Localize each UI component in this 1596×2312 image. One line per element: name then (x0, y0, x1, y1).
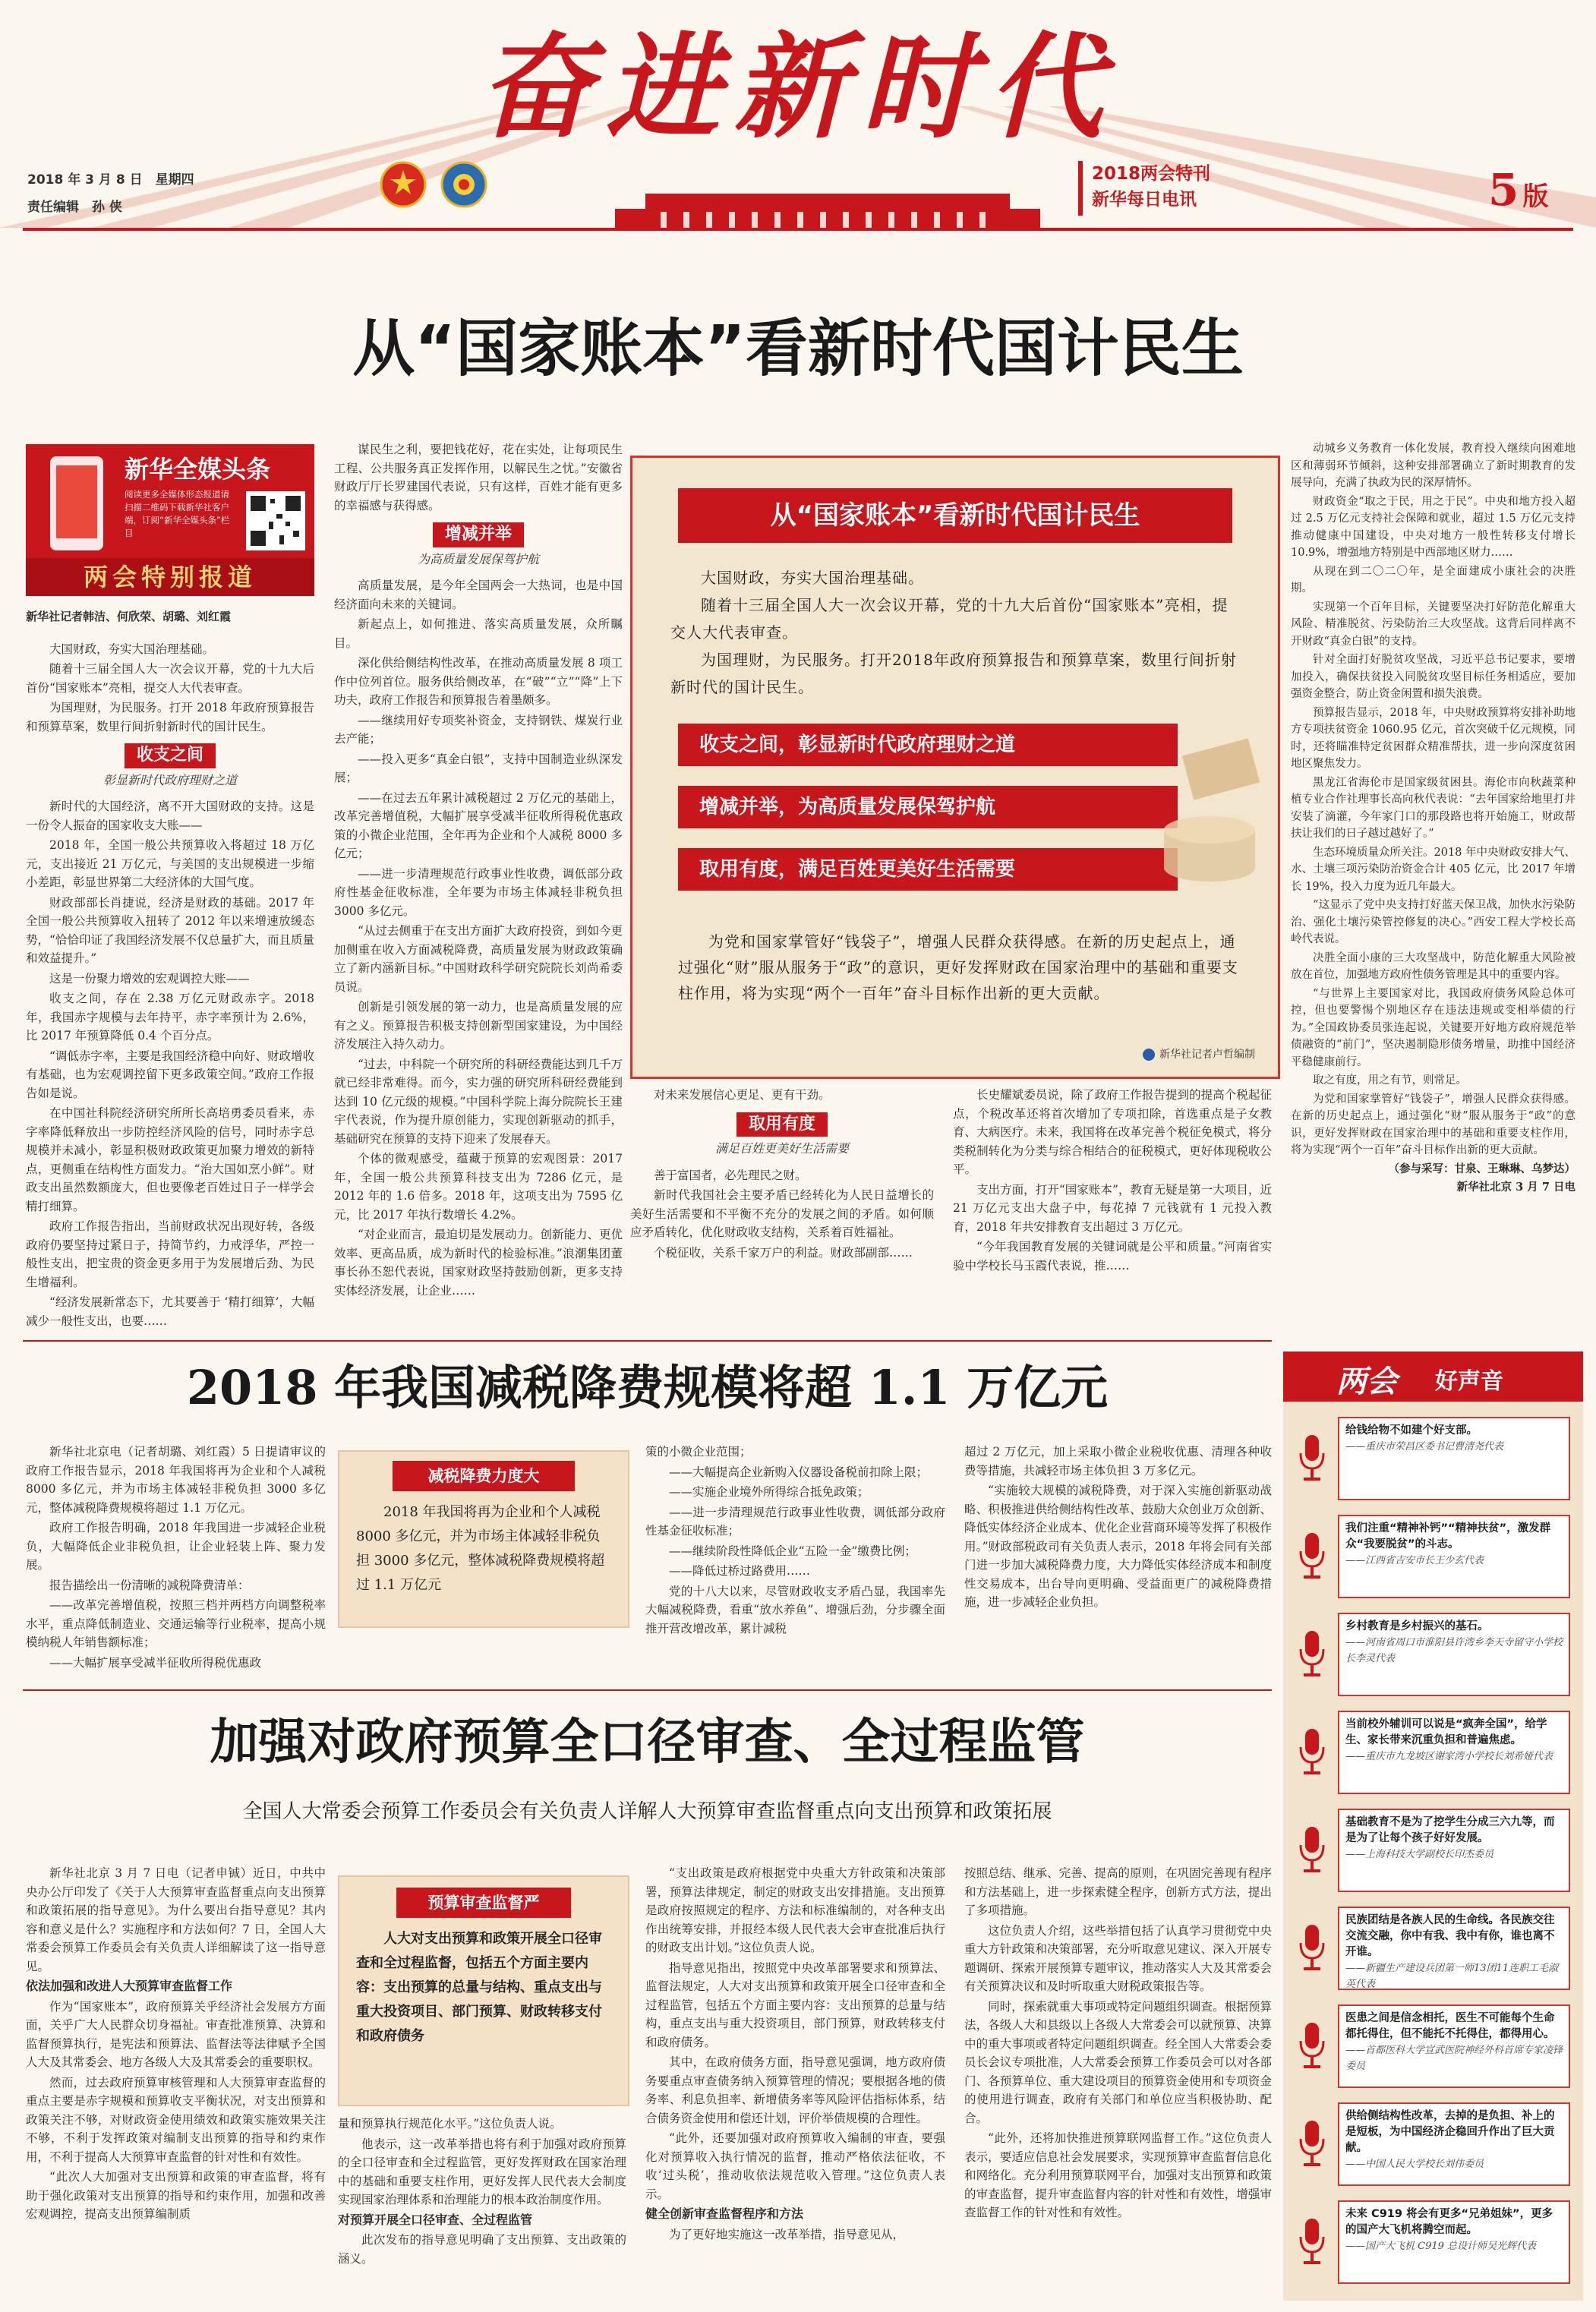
col5-para-12: 取之有度，用之有节，则常足。 (1313, 1074, 1467, 1087)
section2-label: 为高质量发展保驾护航 (417, 551, 539, 566)
col4-para-3: “今年我国教育发展的关键词就是公平和质量。”河南省实验中学校长马玉霞代表说，推…… (953, 1240, 1272, 1273)
voice-quote: 基础教育不是为了挖学生分成三六九等，而是为了让每个孩子好好发展。 (1345, 1816, 1555, 1844)
voice-item (1291, 1902, 1575, 1996)
section1-para-3: 财政部部长肖捷说，经济是财政的基础。2017 年全国一般公共预算收入扭转了 2012 年以来增速放缓态势，“恰恰印证了我国经济发展不仅总量扩大，而且质量和效益提升。” (26, 895, 314, 965)
voice-item (1291, 1608, 1575, 1702)
section-divider-2 (23, 1689, 1272, 1691)
section1-para-5: 收支之间，存在 2.38 万亿元财政赤字。2018 年，我国赤字规模与去年持平，赤字率预计为 2.6%，比 2017 年预算降低 0.4 个百分点。 (26, 992, 314, 1042)
voice-source: ——首都医科大学宣武医院神经外科首席专家凌锋委员 (1345, 2045, 1563, 2072)
article3-column-4 (964, 1864, 1272, 2224)
article2-col3-para-4: ——进一步清理规范行政事业性收费，调低部分政府性基金征收标准； (645, 1505, 945, 1538)
header-band (0, 0, 1596, 228)
voice-item (1291, 2098, 1575, 2192)
microphone-icon (1297, 2217, 1327, 2270)
article1-lead-2: 随着十三届全国人大一次会议开幕，党的十九大后首份“国家账本”亮相，提交人大代表审查。 (26, 662, 314, 695)
article3-col1-more-1: 作为“国家账本”，政府预算关乎经济社会发展方方面面，关乎广大人民群众切身福祉。审查批准预算、决算和监督预算执行，是宪法和预算法、监督法等法律赋予全国人大及其常委会、地方各级人大及其常委会的重要职权。 (26, 1999, 326, 2069)
article1-lead-1: 大国财政，夯实大国治理基础。 (49, 642, 215, 656)
feature-box (630, 456, 1280, 1079)
section3-para-1: 善于富国者，必先理民之财。 (654, 1168, 807, 1182)
section1-para-4: 这是一份聚力增效的宏观调控大账—— (49, 971, 250, 986)
masthead-title: 奋进新时代 (478, 21, 1116, 154)
voice-quote: 医患之间是信念相托，医生不可能每个生命都托得住，但不能托不托得住，都得用心。 (1345, 2012, 1555, 2040)
voice-source: ——中国人民大学校长刘伟委员 (1345, 2159, 1484, 2170)
section2-para-6: ——在过去五年累计减税超过 2 万亿元的基础上，改革完善增值税，大幅扩展享受减半征收所得税优惠政策的小微企业范围，全年再为企业和个人减税 8000 多亿元； (334, 790, 623, 860)
article2-para-4: ——改革完善增值税，按照三档并两档方向调整税率水平，重点降低制造业、交通运输等行业税率，提高小规模纳税人年销售额标准； (26, 1598, 326, 1649)
article3-sub2: 对预算开展全口径审查、全过程监管 (338, 2212, 533, 2227)
col5-para-5: 针对全面打好脱贫攻坚战，习近平总书记要求，要增加投入，确保扶贫投入同脱贫攻坚目标任务相适应，要加强资金整合，防止资金闲置和损失浪费。 (1291, 654, 1575, 700)
voice-quote: 给钱给物不如建个好支部。 (1345, 1424, 1478, 1437)
voice-quote-box (1338, 1907, 1570, 1990)
col5-contributors: （参与采写：甘泉、王琳琳、乌梦达） (1388, 1162, 1575, 1175)
microphone-icon (1297, 1727, 1327, 1781)
page-number-digit: 5 (1488, 164, 1519, 216)
article2-para-5: ——大幅扩展享受减半征收所得税优惠政 (49, 1655, 262, 1670)
article3-sub1: 依法加强和改进人大预算审查监督工作 (26, 1979, 233, 1993)
voice-item (1291, 2000, 1575, 2094)
voice-item (1291, 1412, 1575, 1506)
voice-item (1291, 1804, 1575, 1898)
article3-col4-para-2: 这位负责人介绍，这些举措包括了认真学习贯彻党中央重大方针政策和决策部署，充分听取意见建议、深入开展专题调研、探索开展预算专题审议，推动落实人大及其常委会有关预算决议和及时听取重大财税政策报告等。 (964, 1923, 1272, 1993)
microphone-icon (1297, 1531, 1327, 1585)
article3-sub3: 健全创新审查监督程序和方法 (645, 2206, 804, 2221)
col5-para-9: “这显示了党中央支持打好蓝天保卫战，加快水污染防治、强化土壤污染管控修复的决心。”西安工程大学校长高岭代表说。 (1291, 899, 1575, 945)
feature-box-credit (1143, 1046, 1255, 1061)
col4-para-1: 长史耀斌委员说，除了政府工作报告提到的提高个税起征点，个税改革还将首次增加了专项扣除，首选重点是子女教育、大病医疗。未来，我国将在改革完善个税征免模式，将分类税制转化为分类与综合相结合的征税模式，更好体现税收公平。 (953, 1088, 1272, 1176)
section2-para-7: ——进一步清理规范行政事业性收费，调低部分政府性基金征收标准，全年要为市场主体减轻非税负担 3000 多亿元。 (334, 866, 623, 918)
article3-subheadline: 全国人大常委会预算工作委员会有关负责人详解人大预算审查监督重点向支出预算和政策拓展 (242, 1800, 1052, 1823)
section1-para-8: 政府工作报告指出，当前财政状况出现好转，各级政府仍要坚持过紧日子，持简节约，力戒浮华，严控一般性支出，把宝贵的资金更多用于为发展增后劲、为民生增福利。 (26, 1219, 314, 1289)
microphone-icon (1297, 1923, 1327, 1976)
section1-para-1: 新时代的大国经济，离不开大国财政的支持。这是一份令人振奋的国家收支大账—— (26, 800, 314, 832)
voice-source: ——河南省周口市淮阳县许湾乡李天寺留守小学校长李灵代表 (1345, 1637, 1563, 1664)
article2-para-3: 报告描绘出一份清晰的减税降费清单： (49, 1578, 250, 1592)
voice-quote-box (1338, 2004, 1570, 2088)
col5-para-2: 财政资金“取之于民，用之于民”。中央和地方投入超过 2.5 万亿元支持社会保障和就业，超过 1.5 万亿元支持推动健康中国建设，中央对地方一般性转移支付增长 10.9%，增强地方特别是中西部地区财力…… (1291, 495, 1575, 559)
voice-quote-box (1338, 1809, 1570, 1892)
main-headline: 从“国家账本”看新时代国计民生 (352, 313, 1244, 385)
voice-quote: 乡村教育是乡村振兴的基石。 (1345, 1620, 1489, 1632)
col5-para-10: 决胜全面小康的三大攻坚战中，防范化解重大风险被放在首位，加强地方政府性债务管理是其中的重要内容。 (1291, 951, 1575, 981)
article2-headline: 2018 年我国减税降费规模将超 1.1 万亿元 (186, 1360, 1109, 1415)
feature-box-intro (670, 564, 1240, 701)
col5-para-11: “与世界上主要国家对比，我国政府债务风险总体可控，但也要警惕个别地区存在违法违规或变相举债的行为。”全国政协委员张连起说，关键要开好地方政府规范举债融资的“前门”，坚决遏制隐形债务增量，助推中国经济平稳健康前行。 (1291, 987, 1575, 1068)
voice-quote: 民族团结是各族人民的生命线。各民族交往交流交融，你中有我、我中有你，谁也离不开谁。 (1345, 1914, 1555, 1958)
article2-quote-tag: 减税降费力度大 (393, 1461, 575, 1491)
page-number (1488, 164, 1548, 216)
feature-intro-2: 随着十三届全国人大一次会议开幕，党的十九大后首份“国家账本”亮相，提交人大代表审查。 (670, 596, 1229, 642)
voice-source: ——重庆市九龙坡区谢家湾小学校长刘希娅代表 (1345, 1751, 1553, 1762)
microphone-icon (1297, 2119, 1327, 2172)
col5-para-1: 动城乡义务教育一体化发展，教育投入继续向困难地区和薄弱环节倾斜，这种安排部署确立了新时期教育的发展导向，充满了执政为民的深厚情怀。 (1291, 443, 1575, 489)
article1-column-1 (26, 607, 314, 1332)
col5-para-7: 黑龙江省海伦市是国家级贫困县。海伦市向秋蔬菜种植专业合作社理事长高向秋代表说：“去年国家给地里打井安装了滴灌，今年家门口的那段路也将开始施工，财政帮扶让我们的日子越过越好了。” (1291, 776, 1575, 840)
article3-col4-para-3: 同时，探索就重大事项或特定问题组织调查。根据预算法，各级人大和县级以上各级人大常委会可以就预算、决算中的重大事项或者特定问题组织调查。经全国人大常委会委员长会议专项批准，人大常委会预算工作委员会可以对各部门、各预算单位、重大建设项目的预算资金使用和专项资金的使用进行调查，政府有关部门和单位应当积极协助、配合。 (964, 1999, 1272, 2125)
feature-bar-2: 增减并举，为高质量发展保驾护航 (678, 786, 1178, 828)
article2-col3-para-5: ——继续阶段性降低企业“五险一金”缴费比例； (669, 1544, 916, 1558)
feature-bar-3: 取用有度，满足百姓更美好生活需要 (678, 848, 1178, 891)
article1-column-3 (630, 1086, 934, 1263)
article2-quote-box (338, 1450, 629, 1628)
col5-para-8: 生态环境质量众所关注。2018 年中央财政安排大气、水、土壤三项污染防治资金合计 405 亿元，比 2017 年增长 19%，投入力度为近几年最大。 (1291, 846, 1576, 893)
section3-tag: 取用有度 (736, 1112, 828, 1137)
feature-bar-1: 收支之间，彰显新时代政府理财之道 (678, 724, 1178, 766)
col5-para-6: 预算报告显示，2018 年，中央财政预算将安排补助地方专项扶贫资金 1060.95 亿元，首次突破千亿元规模，同时，还将瞄准特定贫困群众精准帮扶，进一步向深度贫困地区聚焦发力。 (1291, 706, 1576, 770)
article1-column-4 (953, 1086, 1272, 1276)
special-edition-line2: 新华每日电讯 (1092, 190, 1197, 210)
microphone-icon (1297, 1434, 1327, 1487)
section2-para-12: “对企业而言，最迫切是发展动力。创新能力、更优效率、更高品质，成为新时代的检验标准。”浪潮集团董事长孙丕恕代表说，国家财政坚持鼓励创新，更多支持实体经济发展，让企业…… (334, 1228, 623, 1298)
article3-col1-more-2: 然而，过去政府预算审核管理和人大预算审查监督的重点主要是赤字规模和预算收支平衡状况，对支出预算和政策关注不够，对财政资金使用绩效和政策实施效果关注不够，不利于发挥政策对编制支出预算的指导和约束作用，不利于提高人大预算审查监督的针对性和有效性。 (26, 2075, 326, 2164)
voices-banner-left: 两会 (1336, 1364, 1397, 1399)
article3-col4-para-1: 按照总结、继承、完善、提高的原则，在巩固完善现有程序和方法基础上，进一步探索健全程序，创新方式方法，提出了多项措施。 (964, 1866, 1272, 1917)
section2-para-9: 创新是引领发展的第一动力，也是高质量发展的应有之义。预算报告积极支持创新型国家建设，为中国经济发展注入持久动力。 (334, 1000, 623, 1051)
section2-para-8: “从过去侧重于在支出方面扩大政府投资，到如今更加侧重在收入方面减税降费，高质量发展为财政政策确立了新内涵新目标。”中国财政科学研究院院长刘尚希委员说。 (334, 924, 623, 994)
article1-column-5 (1291, 440, 1575, 1198)
phone-screen-icon (35, 455, 115, 554)
section1-label: 彰显新时代政府理财之道 (103, 772, 237, 787)
col5-dateline: 新华社北京 3 月 7 日电 (1456, 1181, 1575, 1194)
promo-box (26, 444, 314, 596)
article2-quote-text: 2018 年我国将再为企业和个人减税 8000 多亿元，并为市场主体减轻非税负担 3000 多亿元，整体减税降费规模将超过 1.1 万亿元 (356, 1504, 605, 1593)
voice-source: ——上海科技大学副校长印杰委员 (1345, 1849, 1494, 1860)
section1-tag: 收支之间 (125, 743, 216, 768)
voice-quote: 供给侧结构性改革，去掉的是负担、补上的是短板，为中国经济企稳回升作出了巨大贡献。 (1345, 2110, 1555, 2154)
national-emblem-icon (380, 161, 427, 208)
section2-para-11: 个体的微观感受，蕴藏于预算的宏观图景：2017 年，全国一般公共预算科技支出为 7286 亿元，是 2012 年的 1.6 倍多。2018 年，这项支出为 7595 亿元，比 2017 年执行数增长 4.2%。 (334, 1152, 623, 1222)
voice-quote-box (1338, 1711, 1570, 1794)
article3-column-2 (338, 2115, 626, 2269)
article2-col4-para-2: “实施较大规模的减税降费，对于深入实施创新驱动战略、积极推进供给侧结构性改革、鼓励大众创业万众创新、降低实体经济企业成本、优化企业营商环境等发挥了积极作用。”财政部税政司有关负责人表示，2018 年将会同有关部门进一步加大减税降费力度，大力降低实体经济成本和制度性交易成本，出台导向更明确、受益面更广的减税降费措施，进一步减轻企业负担。 (964, 1484, 1272, 1609)
article1-lead-3: 为国理财，为民服务。打开 2018 年政府预算报告和预算草案，数里行间折射新时代的国计民生。 (26, 701, 314, 733)
article3-col3-more-1: 为了更好地实施这一改革举措，指导意见从， (669, 2227, 905, 2241)
article2-column-1 (26, 1443, 326, 1673)
voice-quote-box (1338, 1613, 1570, 1696)
section3-header (630, 1112, 934, 1137)
col5-para-3: 从现在到二〇二〇年，是全面建成小康社会的决胜期。 (1291, 565, 1575, 595)
special-edition-line1: 2018两会特刊 (1092, 164, 1211, 184)
voice-quote: 未来 C919 将会有更多“兄弟姐妹”，更多的国产大飞机将腾空而起。 (1345, 2208, 1553, 2236)
col5-para-4: 实现第一个百年目标，关键要坚决打好防范化解重大风险、精准脱贫、污染防治三大攻坚战。这背后同样离不开财政“真金白银”的支持。 (1291, 601, 1575, 648)
section-divider-1 (23, 1340, 1272, 1342)
article2-col3-para-6: ——降低过桥过路费用…… (669, 1564, 811, 1578)
header-rule (23, 228, 1573, 231)
voice-quote-box (1338, 1417, 1570, 1500)
article2-col4-para-1: 超过 2 万亿元，加上采取小微企业税收优惠、清理各种收费等措施，共减轻市场主体负担 3 万多亿元。 (964, 1445, 1272, 1478)
section2-header (334, 522, 623, 547)
article3-col3-para-3: 其中，在政府债务方面，指导意见强调，地方政府债务要重点审查债务纳入预算管理的情况；要根据各地的债务率、利息负担率、新增债务率等风险评估指标体系，结合债务资金使用和偿还计划，评价举债规模的合理性。 (645, 2055, 945, 2125)
article2-col3-para-3: ——实施企业境外所得综合抵免政策； (669, 1485, 869, 1499)
section3-label: 满足百姓更美好生活需要 (714, 1141, 849, 1156)
article3-col2-more-1: 此次发布的指导意见明确了支出预算、支出政策的涵义。 (338, 2233, 626, 2266)
article3-quote-box (338, 1875, 629, 2106)
promo-text: 阅读更多全媒体形态报道请扫描二维码下载新华社客户端，订阅“新华全媒头条”栏目 (125, 489, 230, 538)
voice-quote: 当前校外辅训可以说是“疯奔全国”，给学生、家长带来沉重负担和普遍焦虑。 (1345, 1718, 1547, 1746)
section2-para-3: 深化供给侧结构性改革，在推动高质量发展 8 项工作中位列首位。服务供给侧改革，在“破”“立”“降”上下功夫，政府工作报告和预算报告着墨颇多。 (334, 656, 623, 707)
voice-quote-box (1338, 1515, 1570, 1598)
feature-intro-3: 为国理财，为民服务。打开2018年政府预算报告和预算草案，数里行间折射新时代的国计民生。 (670, 651, 1237, 696)
article2-para-2: 政府工作报告明确，2018 年我国进一步减轻企业税负，大幅降低企业非税负担，让企业轻装上阵、聚力发展。 (26, 1521, 326, 1572)
voice-source: ——重庆市荣昌区委书记曹清尧代表 (1345, 1441, 1504, 1452)
col4-para-2: 支出方面，打开“国家账本”，教育无疑是第一大项目，近 21 万亿元支出大盘子中，每花掉 7 元钱就有 1 元投入教育，2018 年共安排教育支出超过 3 万亿元。 (953, 1182, 1272, 1234)
camera-icon (1143, 1049, 1155, 1061)
voice-item (1291, 2196, 1575, 2290)
section3-para-3: 个税征收，关系千家万户的利益。财政部副部…… (654, 1245, 913, 1260)
col3-tail: 对未来发展信心更足、更有干劲。 (654, 1088, 831, 1102)
article2-col3-para-1: 策的小微企业范围； (645, 1445, 752, 1459)
voice-source: ——江西省吉安市长王少玄代表 (1345, 1555, 1484, 1566)
section1-para-9: “经济发展新常态下，尤其要善于 ‘精打细算’，大幅减少一般性支出，也要…… (26, 1295, 314, 1328)
article2-col3-para-2: ——大幅提高企业新购入仪器设备税前扣除上限； (669, 1465, 929, 1479)
section2-para-10: “过去，中科院一个研究所的科研经费能达到几千万就已经非常难得。而今，实力强的研究所科研经费能到达到 10 亿元级的规模。”中国科学院上海分院院长王建宇代表说，作为提升原创能力，实现创新驱动的抓手，基础研究在预算的支持下迎来了发展春天。 (334, 1057, 623, 1146)
article1-column-2 (334, 440, 623, 1301)
voice-item (1291, 1510, 1575, 1604)
section1-para-2: 2018 年，全国一般公共预算收入将超过 18 万亿元，支出接近 21 万亿元，与美国的支出规模进一步缩小差距，彰显世界第二大经济体的大国气度。 (26, 838, 314, 889)
voice-source: ——国产大飞机 C919 总设计师吴光辉代表 (1345, 2241, 1537, 2252)
voice-item (1291, 1706, 1575, 1800)
section1-header (26, 743, 314, 768)
issue-date: 2018 年 3 月 8 日 星期四 (27, 172, 194, 188)
article1-byline: 新华社记者韩洁、何欣荣、胡璐、刘红霞 (26, 610, 232, 623)
promo-banner: 两会特别报道 (26, 558, 314, 596)
col5-para-13: 为党和国家掌管好“钱袋子”，增强人民群众获得感。在新的历史起点上，通过强化“财”服从服务于“政”的意识，更好发挥财政在国家治理中的基础和重要支柱作用，将为实现“两个一百年”奋斗目标作出新的更大贡献。 (1291, 1093, 1575, 1156)
article3-para-1: 新华社北京 3 月 7 日电（记者申铖）近日，中共中央办公厅印发了《关于人大预算审查监督重点向支出预算和政策拓展的指导意见》。为什么要出台指导意见？其内容和意义是什么？实施程序和方法如何？7 日，全国人大常委会预算工作委员会有关负责人详细解读了这一指导意见。 (26, 1866, 326, 1973)
editor-credit: 责任编辑 孙 侠 (27, 200, 122, 215)
article3-column-3 (645, 1864, 945, 2245)
voice-quote-box (1338, 2102, 1570, 2186)
microphone-icon (1297, 2021, 1327, 2074)
feature-intro-1: 大国财政，夯实大国治理基础。 (701, 569, 924, 587)
article3-quote-text: 人大对支出预算和政策开展全口径审查和全过程监督，包括五个方面主要内容：支出预算的总量与结构、重点支出与重大投资项目、部门预算、财政转移支付和政府债务 (356, 1931, 602, 2044)
col2-para-1: 谋民生之利，要把钱花好，花在实处，让每项民生工程、公共服务真正发挥作用，以解民生之忧。”安徽省财政厅厅长罗建国代表说，只有这样，百姓才能有更多的幸福感与获得感。 (334, 443, 623, 513)
money-illustration-icon (1058, 701, 1263, 898)
article3-quote-tag: 预算审查监督严 (396, 1888, 571, 1918)
article3-col3-para-2: 指导意见指出，按照党中央改革部署要求和预算法、监督法规定，人大对支出预算和政策开展全口径审查和全过程监管，包括五个方面主要内容：支出预算的总量与结构，重点支出与重大投资项目，部门预算，财政转移支付和政府债务。 (645, 1960, 945, 2049)
voice-quote: 我们注重“精神补钙”“精神扶贫”，激发群众“我要脱贫”的斗志。 (1345, 1522, 1551, 1550)
article3-headline: 加强对政府预算全口径审查、全过程监管 (210, 1714, 1085, 1771)
feature-credit-text: 新华社记者卢哲编制 (1159, 1049, 1255, 1061)
article3-col2-tail-1: 量和预算执行规范化水平。”这位负责人说。 (338, 2117, 562, 2131)
feature-box-outro: 为党和国家掌管好“钱袋子”，增强人民群众获得感。在新的历史起点上，通过强化“财”服从服务于“政”的意识，更好发挥财政在国家治理中的基础和重要支柱作用，将为实现“两个一百年”奋斗目标作出新的更大贡献。 (678, 932, 1238, 1002)
section1-para-6: “调低赤字率，主要是我国经济稳中向好、财政增收有基础，也为宏观调控留下更多政策空间。”政府工作报告如是说。 (26, 1049, 314, 1100)
microphone-icon (1297, 1629, 1327, 1683)
article3-col3-para-1: “支出政策是政府根据党中央重大方针政策和决策部署，预算法律规定，制定的财政支出安排措施。支出预算是政府按照规定的程序、方法和标准编制的，对各种支出作出统筹安排，并报经本级人民代表大会审查批准后执行的财政支出计划。”这位负责人说。 (645, 1866, 945, 1954)
section3-para-2: 新时代我国社会主要矛盾已经转化为人民日益增长的美好生活需要和不平衡不充分的发展之间的矛盾。如何顺应矛盾转化，优化财政收支结构，关系着百姓福祉。 (630, 1188, 934, 1239)
article3-col3-para-4: “此外，还要加强对政府预算收入编制的审查，要强化对预算收入执行情况的监督，推动严格依法征收，不收‘过头税’，推动收依法规范收入管理。”这位负责人表示。 (645, 2131, 945, 2201)
article2-column-4 (964, 1443, 1272, 1613)
cppcc-emblem-icon (440, 161, 487, 208)
voice-quote-box (1338, 2200, 1570, 2284)
article2-para-1: 新华社北京电（记者胡璐、刘红霞）5 日提请审议的政府工作报告显示，2018 年我国将再为企业和个人减税 8000 多亿元，并为市场主体减轻非税负担 3000 多亿元，整体减税降费规模将超过 1.1 万亿元。 (26, 1445, 326, 1515)
article3-col4-para-4: “此外，还将加快推进预算联网监督工作。”这位负责人表示，要适应信息社会发展要求，实现预算审查监督信息化和网络化。充分利用预算联网平台，加强对支出预算和政策的审查监督，提升审查监督内容的针对性和有效性，增强审查监督工作的针对性和有效性。 (964, 2131, 1272, 2219)
voices-banner-right: 好声音 (1435, 1368, 1503, 1395)
section2-para-1: 高质量发展，是今年全国两会一大热词，也是中国经济面向未来的关键词。 (334, 579, 623, 611)
article2-column-3 (645, 1443, 945, 1639)
special-edition-tag (1078, 161, 1282, 216)
section2-para-5: ——投入更多“真金白银”，支持中国制造业纵深发展； (334, 752, 623, 784)
great-hall-icon (615, 178, 1040, 232)
article3-col1-more-3: “此次人大加强对支出预算和政策的审查监督，将有助于强化政策对支出预算的指导和约束作用，加强和改善宏观调控，提高支出预算编制质 (26, 2170, 326, 2221)
voice-source: ——新疆生产建设兵团第一师13团11连职工毛淑英代表 (1345, 1963, 1559, 1990)
section1-para-7: 在中国社科院经济研究所所长高培勇委员看来，赤字率降低释放出一步防控经济风险的信号，同时赤字总规模并未减小，彰显积极财政政策更加聚力增效的新特点，更侧重在结构性方面发力。“治大国如烹小鲜”。财政支出虽然数额庞大，但也要像老百姓过日子一样学会精打细算。 (26, 1106, 314, 1213)
feature-box-title: 从“国家账本”看新时代国计民生 (678, 488, 1232, 543)
section2-para-4: ——继续用好专项奖补资金，支持钢铁、煤炭行业去产能； (334, 713, 623, 746)
voices-banner (1283, 1352, 1583, 1402)
qr-code-icon[interactable] (246, 491, 305, 550)
section2-para-2: 新起点上，如何推进、落实高质量发展，众所瞩目。 (334, 617, 623, 650)
article3-col2-tail-2: 他表示，这一改革举措也将有利于加强对政府预算的全口径审查和全过程监管，更好发挥财政在国家治理中的基础和重要支柱作用，更好发挥人民代表大会制度实现国家治理体系和治理能力的根本政治制度作用。 (338, 2137, 626, 2206)
promo-title: 新华全媒头条 (125, 455, 271, 484)
article3-column-1 (26, 1864, 326, 2225)
section2-tag: 增减并举 (433, 522, 524, 547)
microphone-icon (1297, 1825, 1327, 1878)
page-number-unit: 版 (1522, 181, 1549, 212)
article2-col3-para-7: 党的十八大以来，尽管财政收支矛盾凸显，我国率先大幅减税降费，看重“放水养鱼”、增强后劲，分步骤全面推开营改增改革，累计减税 (645, 1584, 945, 1635)
